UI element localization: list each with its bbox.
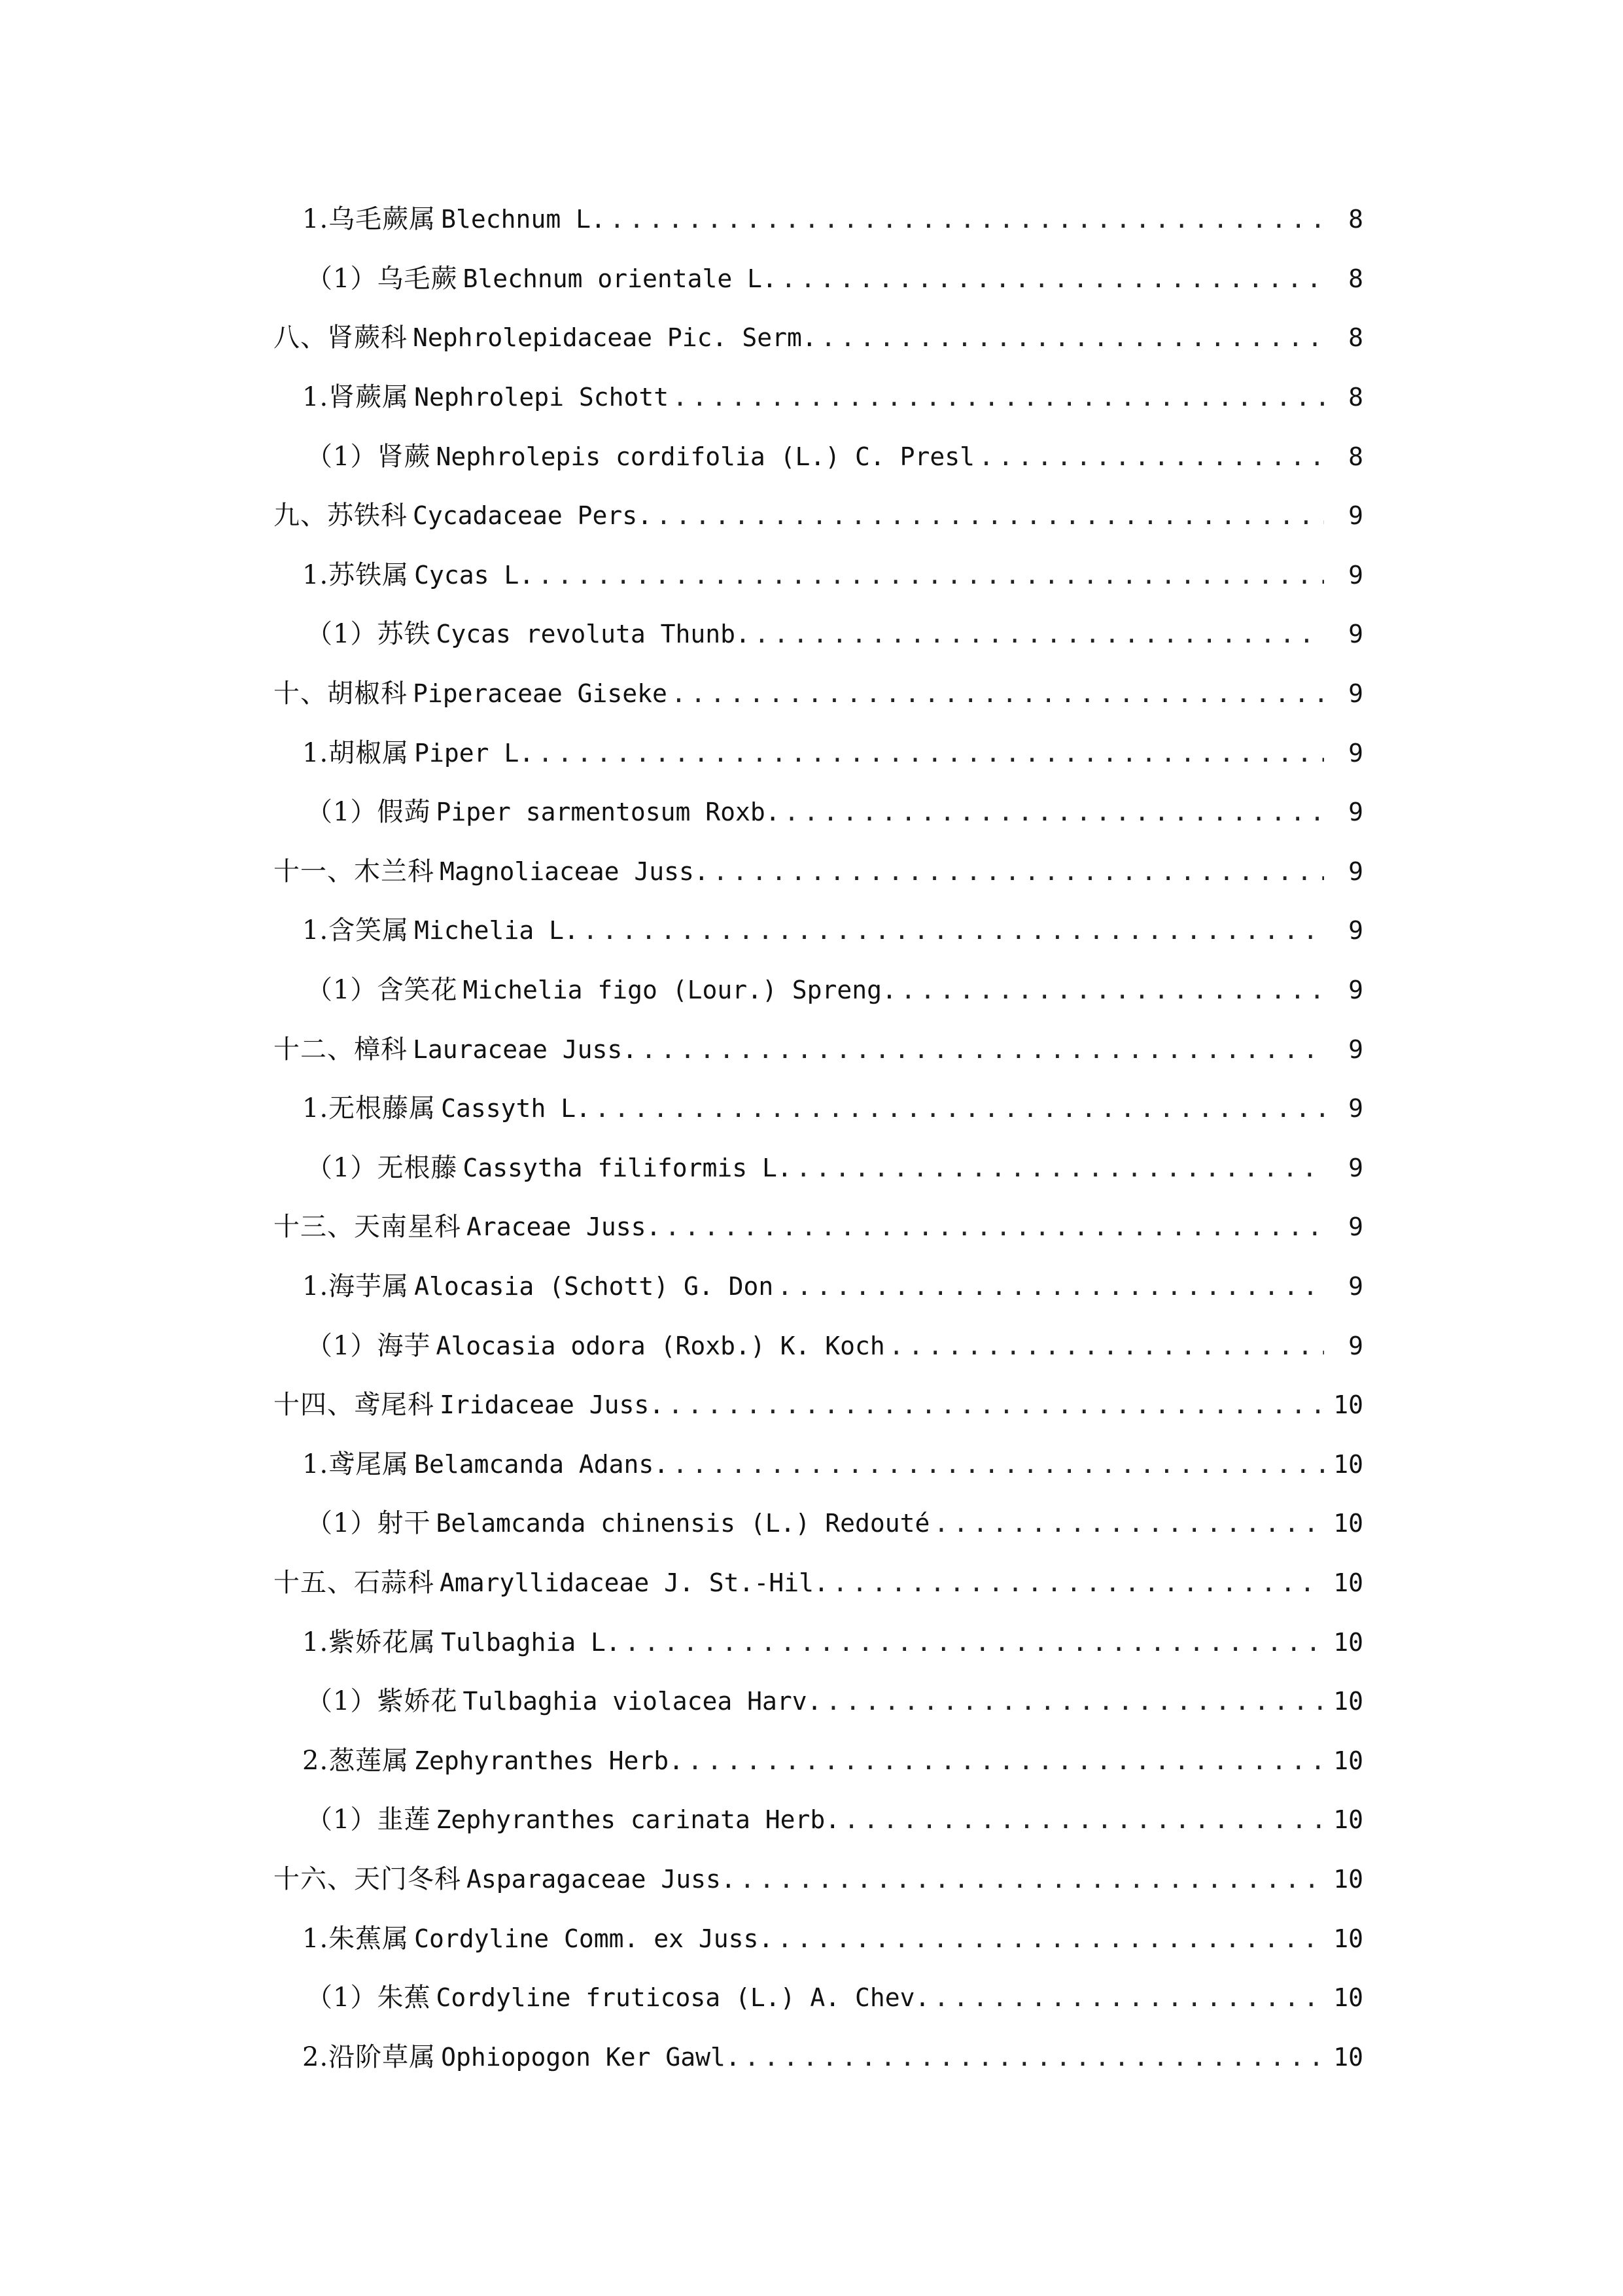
toc-dot-leader (665, 1212, 1324, 1241)
toc-entry-latin-name: Ophiopogon Ker Gawl. (441, 2042, 741, 2072)
toc-entry-chinese-title: （1）苏铁 (306, 619, 431, 650)
toc-dot-leader (934, 1509, 1324, 1538)
toc-entry-chinese-title: （1）肾蕨 (306, 441, 431, 472)
toc-page-number: 9 (1348, 1094, 1363, 1123)
toc-entry-level-1[interactable] (0, 486, 1623, 546)
toc-dot-leader (688, 1746, 1324, 1775)
toc-entry-latin-name: Asparagaceae Juss. (466, 1864, 736, 1894)
toc-page-number: 9 (1348, 560, 1363, 590)
toc-entry-level-1[interactable] (0, 664, 1623, 724)
toc-entry-level-2[interactable] (0, 368, 1623, 427)
toc-dot-leader (625, 1628, 1324, 1657)
toc-entry-latin-name: Cassyth L. (441, 1094, 591, 1123)
toc-dot-leader (595, 1094, 1324, 1123)
toc-entry-chinese-title: 十五、石蒜科 (273, 1567, 434, 1598)
toc-entry-level-3[interactable] (0, 1790, 1623, 1850)
toc-entry-chinese-title: 十四、鸢尾科 (273, 1390, 434, 1421)
toc-dot-leader (672, 1450, 1324, 1479)
toc-entry-chinese-title: （1）紫娇花 (306, 1686, 458, 1717)
toc-entry-level-3[interactable] (0, 1672, 1623, 1731)
toc-entry-level-1[interactable] (0, 1850, 1623, 1909)
toc-dot-leader (796, 1154, 1324, 1182)
toc-page-number: 9 (1348, 620, 1363, 649)
toc-entry-level-1[interactable] (0, 308, 1623, 368)
toc-entry-latin-name: Tulbaghia violacea Harv. (462, 1687, 822, 1716)
toc-page-number: 9 (1348, 1034, 1363, 1064)
toc-page-number: 10 (1333, 2042, 1363, 2072)
toc-entry-chinese-title: 2.沿阶草属 (302, 2041, 436, 2072)
toc-entry-chinese-title: 1.无根藤属 (302, 1093, 436, 1124)
toc-entry-level-2[interactable] (0, 2027, 1623, 2087)
toc-page-number: 9 (1348, 1153, 1363, 1182)
toc-entry-latin-name: Blechnum orientale L. (462, 264, 777, 293)
toc-entry-latin-name: Araceae Juss. (466, 1212, 661, 1242)
toc-entry-latin-name: Cycadaceae Pers. (413, 501, 653, 531)
toc-entry-chinese-title: 八、肾蕨科 (273, 323, 408, 353)
toc-entry-chinese-title: （1）射干 (306, 1508, 431, 1539)
toc-entry-latin-name: Belamcanda Adans. (414, 1449, 669, 1479)
toc-dot-leader (538, 739, 1324, 768)
toc-dot-leader (668, 1390, 1324, 1419)
toc-page-number: 10 (1333, 1627, 1363, 1657)
toc-entry-latin-name: Nephrolepi Schott (414, 383, 669, 412)
toc-page-number: 9 (1348, 976, 1363, 1005)
toc-entry-latin-name: Piper L. (414, 738, 534, 768)
toc-entry-latin-name: Blechnum L. (441, 205, 606, 234)
toc-entry-level-2[interactable] (0, 1434, 1623, 1494)
toc-entry-level-3[interactable] (0, 1139, 1623, 1198)
toc-entry-level-3[interactable] (0, 1968, 1623, 2028)
toc-page-number: 10 (1333, 1983, 1363, 2013)
toc-page-number: 9 (1348, 1331, 1363, 1360)
toc-page-number: 10 (1333, 1509, 1363, 1538)
toc-entry-latin-name: Alocasia (Schott) G. Don (414, 1271, 774, 1301)
toc-page-number: 10 (1333, 1805, 1363, 1835)
toc-entry-latin-name: Cycas revoluta Thunb. (436, 620, 750, 649)
toc-dot-leader (826, 1687, 1324, 1716)
toc-entry-latin-name: Alocasia odora (Roxb.) K. Koch (436, 1331, 885, 1360)
toc-entry-level-1[interactable] (0, 1019, 1623, 1079)
toc-entry-latin-name: Cassytha filiformis L. (462, 1153, 792, 1182)
toc-entry-chinese-title: （1）韭莲 (306, 1805, 431, 1835)
toc-page-number: 10 (1333, 1449, 1363, 1479)
toc-entry-latin-name: Michelia figo (Lour.) Spreng. (462, 976, 897, 1005)
toc-page-number: 9 (1348, 501, 1363, 531)
toc-entry-level-2[interactable] (0, 1079, 1623, 1139)
toc-entry-chinese-title: 九、苏铁科 (273, 501, 408, 531)
toc-entry-latin-name: Magnoliaceae Juss. (440, 857, 709, 886)
toc-entry-chinese-title: 1.乌毛蕨属 (302, 204, 436, 235)
toc-entry-chinese-title: （1）假蒟 (306, 797, 431, 828)
toc-dot-leader (889, 1332, 1324, 1360)
toc-entry-latin-name: Lauraceae Juss. (413, 1034, 638, 1064)
toc-dot-leader (844, 1805, 1324, 1834)
toc-entry-latin-name: Piper sarmentosum Roxb. (436, 798, 780, 827)
toc-entry-level-3[interactable] (0, 961, 1623, 1020)
toc-dot-leader (672, 383, 1324, 412)
toc-dot-leader (671, 679, 1324, 708)
toc-entry-chinese-title: 1.紫娇花属 (302, 1627, 436, 1657)
toc-dot-leader (781, 264, 1324, 293)
toc-entry-chinese-title: 1.鸢尾属 (302, 1449, 410, 1479)
toc-dot-leader (641, 1035, 1324, 1064)
toc-entry-chinese-title: 十六、天门冬科 (273, 1863, 461, 1894)
toc-page-number: 8 (1348, 383, 1363, 412)
toc-dot-leader (901, 976, 1324, 1004)
toc-entry-chinese-title: 1.海芋属 (302, 1271, 410, 1301)
toc-dot-leader (784, 798, 1324, 826)
toc-entry-chinese-title: 十一、木兰科 (273, 856, 434, 887)
toc-dot-leader (740, 1865, 1324, 1894)
toc-page-number: 10 (1333, 1687, 1363, 1716)
toc-entry-latin-name: Belamcanda chinensis (L.) Redouté (436, 1509, 930, 1538)
toc-entry-chinese-title: （1）无根藤 (306, 1152, 458, 1183)
toc-dot-leader (777, 1924, 1324, 1953)
toc-entry-level-1[interactable] (0, 1197, 1623, 1257)
toc-entry-level-2[interactable] (0, 546, 1623, 605)
toc-entry-chinese-title: （1）含笑花 (306, 975, 458, 1006)
toc-entry-chinese-title: 1.含笑属 (302, 915, 410, 946)
toc-entry-level-2[interactable] (0, 723, 1623, 783)
toc-dot-leader (713, 857, 1324, 886)
toc-dot-leader (583, 916, 1324, 945)
table-of-contents (0, 190, 1623, 2087)
toc-entry-level-3[interactable] (0, 1316, 1623, 1375)
toc-entry-level-1[interactable] (0, 1553, 1623, 1613)
toc-entry-level-3[interactable] (0, 783, 1623, 842)
toc-entry-level-2[interactable] (0, 1612, 1623, 1672)
toc-entry-latin-name: Cordyline Comm. ex Juss. (414, 1924, 774, 1953)
toc-dot-leader (934, 1983, 1324, 2012)
toc-page-number: 9 (1348, 857, 1363, 886)
toc-dot-leader (610, 205, 1324, 234)
toc-entry-level-1[interactable] (0, 1375, 1623, 1435)
toc-entry-chinese-title: （1）乌毛蕨 (306, 263, 458, 294)
toc-entry-chinese-title: 1.胡椒属 (302, 737, 410, 768)
toc-dot-leader (538, 561, 1324, 590)
toc-entry-chinese-title: 2.葱莲属 (302, 1745, 410, 1776)
toc-entry-level-3[interactable] (0, 605, 1623, 664)
toc-dot-leader (821, 323, 1324, 352)
toc-entry-latin-name: Zephyranthes Herb. (414, 1746, 684, 1775)
toc-entry-latin-name: Piperaceae Giseke (413, 679, 667, 709)
toc-dot-leader (656, 501, 1324, 530)
toc-page-number: 10 (1333, 1390, 1363, 1420)
toc-entry-level-3[interactable] (0, 427, 1623, 486)
toc-entry-latin-name: Nephrolepidaceae Pic. Serm. (413, 323, 817, 353)
toc-dot-leader (744, 2043, 1324, 2072)
toc-page-number: 9 (1348, 1212, 1363, 1242)
toc-entry-chinese-title: 十三、天南星科 (273, 1212, 461, 1243)
toc-page-number: 9 (1348, 798, 1363, 827)
toc-entry-chinese-title: 1.肾蕨属 (302, 382, 410, 413)
toc-entry-latin-name: Zephyranthes carinata Herb. (436, 1805, 841, 1835)
toc-entry-level-2[interactable] (0, 901, 1623, 961)
toc-page-number: 8 (1348, 442, 1363, 471)
toc-entry-chinese-title: 1.苏铁属 (302, 559, 410, 590)
toc-entry-latin-name: Cycas L. (414, 560, 534, 590)
toc-entry-latin-name: Amaryllidaceae J. St.-Hil. (440, 1568, 829, 1597)
toc-entry-latin-name: Cordyline fruticosa (L.) A. Chev. (436, 1983, 930, 2013)
toc-page-number: 9 (1348, 1271, 1363, 1301)
toc-page-number: 8 (1348, 323, 1363, 353)
toc-entry-level-3[interactable] (0, 249, 1623, 309)
toc-page-number: 9 (1348, 916, 1363, 945)
toc-page-number: 8 (1348, 264, 1363, 293)
toc-entry-level-2[interactable] (0, 1731, 1623, 1790)
toc-entry-chinese-title: （1）朱蕉 (306, 1983, 431, 2013)
toc-dot-leader (777, 1272, 1324, 1301)
toc-dot-leader (979, 442, 1324, 471)
toc-entry-latin-name: Iridaceae Juss. (440, 1390, 665, 1420)
toc-entry-latin-name: Nephrolepis cordifolia (L.) C. Presl (436, 442, 975, 471)
toc-page-number: 10 (1333, 1864, 1363, 1894)
toc-page-number: 8 (1348, 205, 1363, 234)
toc-entry-level-2[interactable] (0, 190, 1623, 249)
toc-entry-chinese-title: （1）海芋 (306, 1330, 431, 1361)
toc-page-number: 9 (1348, 679, 1363, 709)
toc-entry-latin-name: Michelia L. (414, 916, 579, 945)
toc-page-number: 10 (1333, 1746, 1363, 1775)
toc-entry-level-3[interactable] (0, 1494, 1623, 1553)
toc-page-number: 10 (1333, 1568, 1363, 1597)
toc-entry-chinese-title: 十、胡椒科 (273, 679, 408, 709)
toc-entry-chinese-title: 1.朱蕉属 (302, 1923, 410, 1954)
toc-dot-leader (754, 620, 1324, 648)
toc-page-number: 10 (1333, 1924, 1363, 1953)
toc-page-number: 9 (1348, 738, 1363, 768)
toc-dot-leader (833, 1568, 1324, 1597)
toc-entry-latin-name: Tulbaghia L. (441, 1627, 621, 1657)
toc-entry-chinese-title: 十二、樟科 (273, 1034, 408, 1065)
toc-entry-level-2[interactable] (0, 1909, 1623, 1968)
toc-entry-level-2[interactable] (0, 1257, 1623, 1316)
toc-entry-level-1[interactable] (0, 842, 1623, 902)
